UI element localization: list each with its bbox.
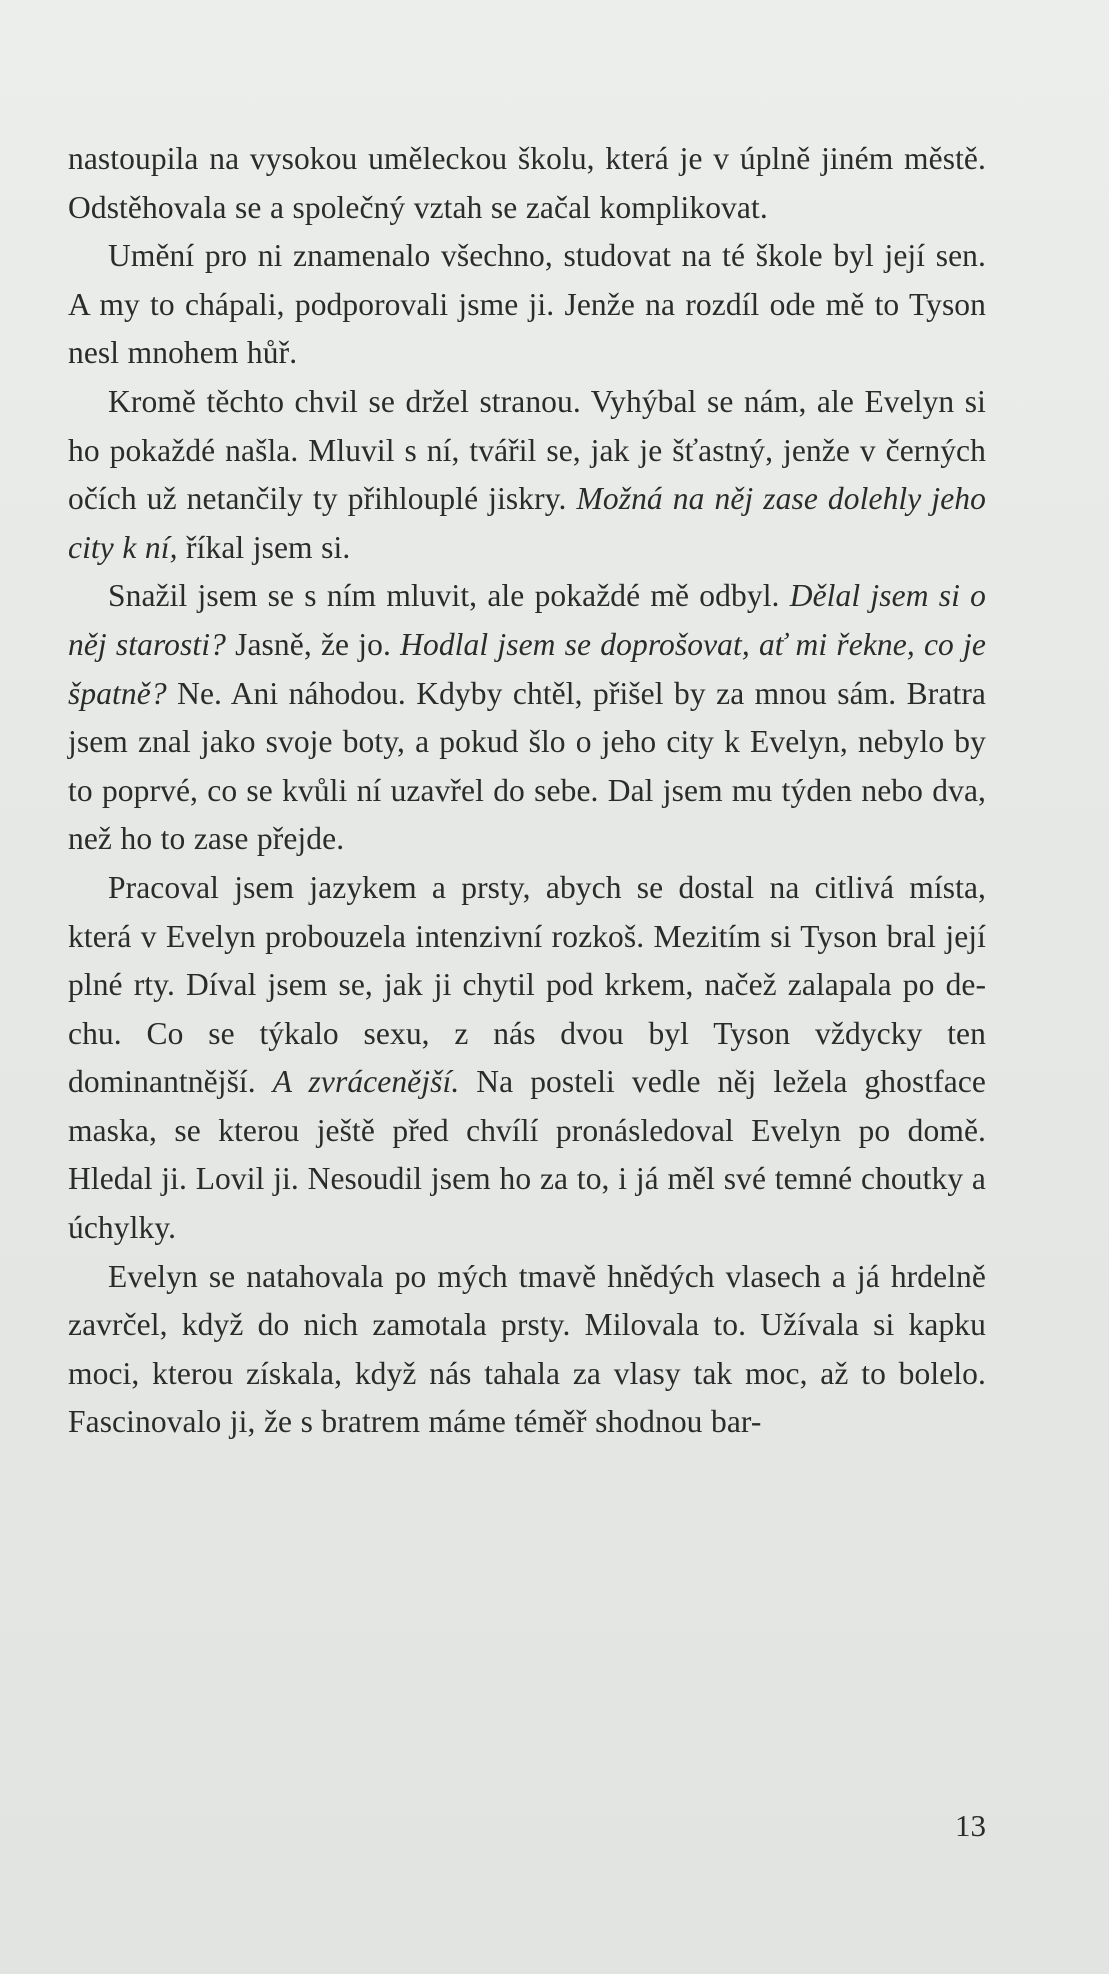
paragraph-4-text-end: Ne. Ani náhodou. Kdyby chtěl, přišel by za mnou sám. Bratra jsem znal jako svoje boty, a pokud šlo o jeho city k Evelyn, nebylo by to poprvé, co se kvůli ní uzavřel do sebe. Dal jsem mu týden nebo dva, než ho to zase přejde. <box>68 675 986 857</box>
paragraph-4-text-middle: Jasně, že jo. <box>225 626 401 662</box>
paragraph-6 <box>68 1253 986 1447</box>
paragraph-5-text: Pracoval jsem jazykem a prsty, abych se dostal na citlivá místa, která v Evelyn probouzela intenzivní rozkoš. Mezitím si Tyson bral její plné rty. Díval jsem se, jak ji chytil pod krkem, načež zalapala po dechu. Co se týkalo sexu, z nás dvou byl Tyson vždycky ten dominantnější. <box>68 869 986 1100</box>
paragraph-3-text-end: říkal jsem si. <box>177 529 351 565</box>
paragraph-3-text: Kromě těchto chvil se držel stranou. Vyhýbal se nám, ale Evelyn si ho pokaždé našla. Mluvil s ní, tvářil se, jak je šťastný, jenže v černých očích už netančily ty přihlouplé jiskry. <box>68 383 986 517</box>
paragraph-1 <box>68 135 986 232</box>
paragraph-5-italic-phrase: A zvrácenější. <box>272 1064 460 1100</box>
paragraph-1-text: nastoupila na vysokou uměleckou školu, která je v úplně jiném městě. Odstěhovala se a společný vztah se začal komplikovat. <box>68 141 986 225</box>
paragraph-4-text: Snažil jsem se s ním mluvit, ale pokaždé mě odbyl. <box>108 578 790 614</box>
paragraph-6-text: Evelyn se natahovala po mých tmavě hnědých vlasech a já hrdelně zavrčel, když do nich zamotala prsty. Milovala to. Užívala si kapku moci, kterou získala, když nás tahala za vlasy tak moc, až to bolelo. Fascinovalo ji, že s bratrem máme téměř shodnou bar- <box>68 1258 986 1440</box>
paragraph-4-italic-question-1: Dělal jsem si o něj starosti? <box>68 578 986 662</box>
paragraph-4-italic-question-2: Hodlal jsem se doprošovat, ať mi řekne, co je špatně? <box>68 626 986 711</box>
paragraph-3 <box>68 378 986 572</box>
paragraph-3-italic-thought: Možná na něj zase dolehly jeho city k ní, <box>68 481 986 565</box>
paragraph-5-text-end: Na posteli vedle něj ležela ghostface maska, se kterou ještě před chvílí pronásledoval Evelyn po domě. Hledal ji. Lovil ji. Nesoudil jsem ho za to, i já měl své temné choutky a úchylky. <box>68 1064 986 1246</box>
paragraph-2 <box>68 232 986 378</box>
paragraph-4 <box>68 572 986 864</box>
page-number: 13 <box>955 1808 986 1843</box>
paragraph-2-text: Umění pro ni znamenalo všechno, studovat na té škole byl její sen. A my to chápali, podporovali jsme ji. Jenže na rozdíl ode mě to Tyson nesl mnohem hůř. <box>68 238 986 371</box>
book-page-text <box>68 135 986 1447</box>
paragraph-5 <box>68 864 986 1253</box>
